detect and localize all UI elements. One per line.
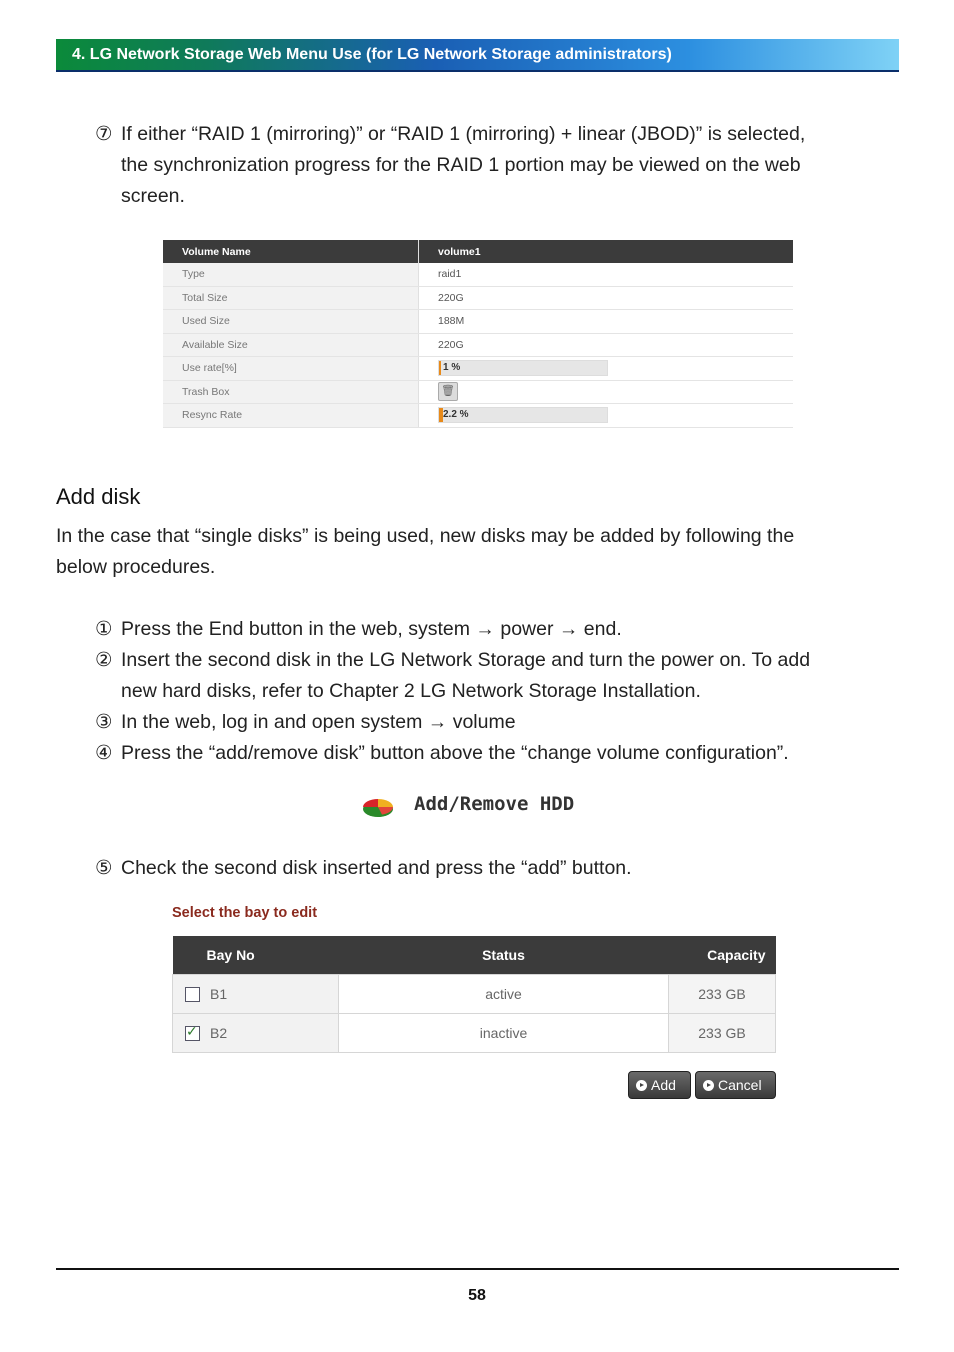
- section-heading: Add disk: [56, 484, 141, 509]
- step-text: If either “RAID 1 (mirroring)” or “RAID 1 (mirroring) + linear (JBOD)” is selected,: [121, 123, 806, 145]
- bay-label: B2: [210, 1024, 228, 1041]
- step-1: [95, 614, 895, 645]
- table-cell: raid1: [419, 263, 794, 286]
- table-cell: Resync Rate: [163, 404, 419, 428]
- step-2: [95, 645, 895, 707]
- step-number: ③: [95, 711, 113, 733]
- table-row: [163, 263, 793, 286]
- intro-line: In the case that “single disks” is being used, new disks may be added by following the: [56, 525, 795, 547]
- step-text: the synchronization progress for the RAID 1 portion may be viewed on the web: [121, 154, 801, 176]
- table-row: [163, 357, 793, 381]
- step-number: ④: [95, 742, 113, 764]
- step-text: Press the End button in the web, system → power → end.: [121, 618, 622, 640]
- add-button[interactable]: [628, 1071, 691, 1099]
- step-7: [95, 119, 895, 212]
- table-cell: volume1: [419, 240, 794, 263]
- resync-progress-bar: [438, 407, 608, 423]
- cancel-button-label: Cancel: [718, 1077, 762, 1093]
- progress-label: 1 %: [443, 362, 461, 374]
- add-remove-hdd-label: Add/Remove HDD: [414, 793, 575, 815]
- use-rate-progress-bar: [438, 360, 608, 376]
- table-cell: [173, 1014, 339, 1053]
- table-cell: 220G: [419, 286, 794, 310]
- table-row: [173, 1014, 776, 1053]
- progress-fill: [439, 361, 441, 375]
- bay-table: [172, 936, 776, 1053]
- table-cell: Available Size: [163, 333, 419, 357]
- bay-b1-checkbox[interactable]: [185, 987, 200, 1002]
- table-header-row: [173, 936, 776, 975]
- page-number: 58: [468, 1287, 486, 1304]
- table-cell: [419, 380, 794, 404]
- intro-paragraph: [56, 521, 906, 583]
- step-number: ⑦: [95, 123, 113, 145]
- table-cell: 188M: [419, 310, 794, 334]
- disk-pie-icon: [362, 796, 394, 818]
- table-cell: [419, 357, 794, 381]
- table-cell: Use rate[%]: [163, 357, 419, 381]
- table-header-row: [163, 240, 793, 263]
- bay-label: B1: [210, 985, 228, 1002]
- column-header: Bay No: [173, 936, 339, 975]
- add-button-label: Add: [651, 1077, 676, 1093]
- table-cell: Used Size: [163, 310, 419, 334]
- column-header: Capacity: [669, 936, 776, 975]
- table-cell: [173, 975, 339, 1014]
- progress-label: 2.2 %: [443, 409, 469, 421]
- trash-icon[interactable]: 🗑: [438, 382, 458, 401]
- cancel-button[interactable]: [695, 1071, 776, 1099]
- step-text: Insert the second disk in the LG Network Storage and turn the power on. To add: [121, 649, 811, 671]
- table-cell: [419, 404, 794, 428]
- table-row: [163, 310, 793, 334]
- footer-divider: [56, 1268, 899, 1270]
- table-cell: Total Size: [163, 286, 419, 310]
- bay-select-title: Select the bay to edit: [172, 905, 318, 921]
- table-row: [163, 286, 793, 310]
- step-text: screen.: [121, 185, 185, 207]
- step-3: [95, 707, 895, 738]
- table-cell: 233 GB: [669, 975, 776, 1014]
- arrow-circle-icon: [636, 1080, 647, 1091]
- intro-line: below procedures.: [56, 556, 216, 578]
- step-5: [95, 853, 895, 884]
- table-cell: 220G: [419, 333, 794, 357]
- table-cell: inactive: [339, 1014, 669, 1053]
- arrow-circle-icon: [703, 1080, 714, 1091]
- step-text: In the web, log in and open system → volume: [121, 711, 516, 733]
- step-4: [95, 738, 895, 769]
- chapter-header: [56, 39, 899, 70]
- header-divider: [56, 70, 899, 72]
- table-cell: 233 GB: [669, 1014, 776, 1053]
- step-text: new hard disks, refer to Chapter 2 LG Network Storage Installation.: [121, 680, 701, 702]
- volume-info-table: [163, 240, 793, 428]
- table-cell: active: [339, 975, 669, 1014]
- table-row: [163, 380, 793, 404]
- table-cell: Type: [163, 263, 419, 286]
- table-cell: Trash Box: [163, 380, 419, 404]
- table-row: [163, 333, 793, 357]
- chapter-title: 4. LG Network Storage Web Menu Use (for LG Network Storage administrators): [72, 46, 672, 63]
- step-number: ②: [95, 649, 113, 671]
- table-cell: Volume Name: [163, 240, 419, 263]
- step-text: Check the second disk inserted and press the “add” button.: [121, 857, 632, 879]
- bay-b2-checkbox[interactable]: [185, 1026, 200, 1041]
- step-number: ①: [95, 618, 113, 640]
- step-number: ⑤: [95, 857, 113, 879]
- step-text: Press the “add/remove disk” button above the “change volume configuration”.: [121, 742, 789, 764]
- column-header: Status: [339, 936, 669, 975]
- table-row: [173, 975, 776, 1014]
- table-row: [163, 404, 793, 428]
